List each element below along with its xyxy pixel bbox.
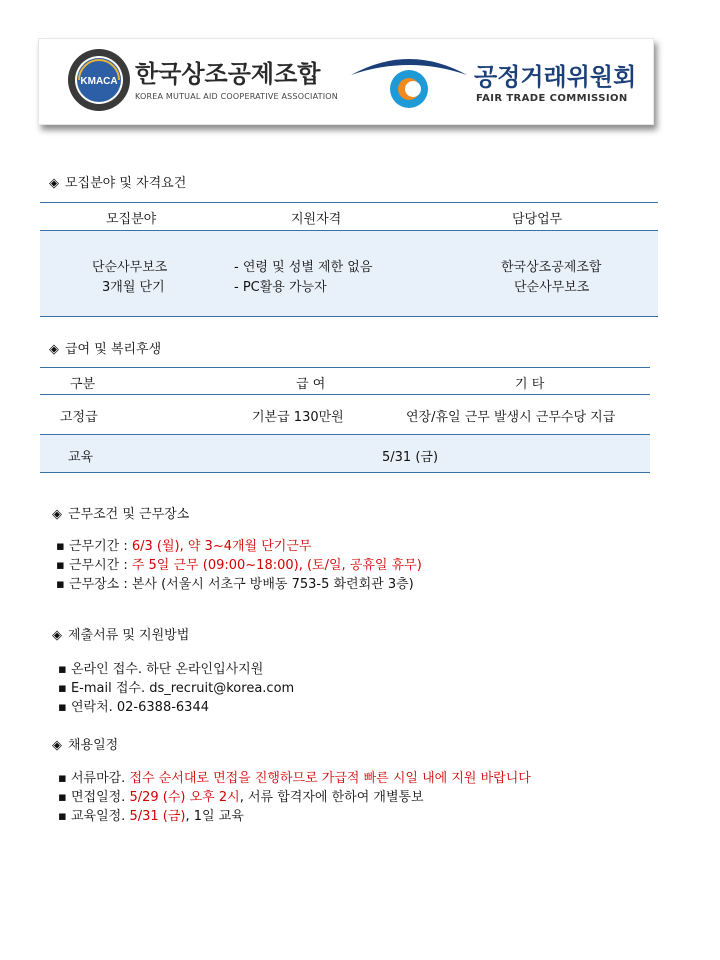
right-org-name: 공정거래위원회 [474, 63, 637, 91]
field-line-2: 3개월 단기 [102, 280, 165, 295]
bullet-icon: ▪ [58, 771, 71, 786]
section-work-title: ◈ 근무조건 및 근무장소 [52, 507, 190, 522]
fair-trade-logo-icon [347, 49, 472, 117]
diamond-icon: ◈ [52, 738, 62, 753]
bullet-icon: ▪ [56, 577, 69, 592]
right-org-english: FAIR TRADE COMMISSION [476, 93, 628, 104]
section-salary-title: ◈ 급여 및 복리후생 [49, 342, 162, 357]
work-hours: ▪ 근무시간 : 주 5일 근무 (09:00~18:00), (토/일, 공휴일 휴무) [56, 558, 422, 573]
salary-row2-value: 5/31 (금) [382, 450, 439, 465]
bullet-icon: ▪ [58, 700, 71, 715]
section-apply-title: ◈ 제출서류 및 지원방법 [52, 628, 190, 643]
diamond-icon: ◈ [52, 507, 62, 522]
bullet-icon: ▪ [58, 662, 71, 677]
salary-row1-pay: 기본급 130만원 [252, 410, 344, 425]
bullet-icon: ▪ [58, 681, 71, 696]
table1-body [40, 231, 658, 316]
kmaca-seal-icon [67, 47, 131, 113]
schedule-interview: ▪ 면접일정. 5/29 (수) 오후 2시, 서류 합격자에 한하여 개별통보 [58, 790, 424, 805]
table2-top-line [40, 367, 650, 368]
salary-row2-category: 교육 [68, 450, 94, 465]
table2-header-line [40, 394, 650, 395]
diamond-icon: ◈ [49, 176, 59, 191]
table2-bottom-line [40, 472, 650, 473]
diamond-icon: ◈ [49, 342, 59, 357]
header-qualification: 지원자격 [291, 212, 342, 227]
seal-text: KMACA [80, 76, 118, 87]
bullet-icon: ▪ [58, 809, 71, 824]
header-banner [38, 38, 654, 125]
schedule-deadline: ▪ 서류마감. 접수 순서대로 면접을 진행하므로 가급적 빠른 시일 내에 지원 바랍니다 [58, 771, 531, 786]
apply-contact: ▪ 연락처. 02-6388-6344 [58, 700, 209, 715]
salary-row1-category: 고정급 [60, 410, 98, 425]
salary-header-pay: 급 여 [296, 377, 326, 392]
work-period: ▪ 근무기간 : 6/3 (월), 약 3~4개월 단기근무 [56, 539, 312, 554]
apply-email: ▪ E-mail 접수. ds_recruit@korea.com [58, 681, 295, 696]
diamond-icon: ◈ [52, 628, 62, 643]
field-line-1: 단순사무보조 [92, 260, 168, 275]
salary-header-etc: 기 타 [515, 377, 545, 392]
work-place: ▪ 근무장소 : 본사 (서울시 서초구 방배동 753-5 화련회관 3층) [56, 577, 414, 592]
qualification-1: - 연령 및 성별 제한 없음 [234, 260, 373, 275]
bullet-icon: ▪ [56, 539, 69, 554]
bullet-icon: ▪ [58, 790, 71, 805]
schedule-education: ▪ 교육일정. 5/31 (금), 1일 교육 [58, 809, 244, 824]
left-org-name: 한국상조공제조합 [135, 60, 321, 88]
salary-row1-etc: 연장/휴일 근무 발생시 근무수당 지급 [406, 410, 616, 425]
left-org-english: KOREA MUTUAL AID COOPERATIVE ASSOCIATION [135, 92, 338, 101]
header-duty: 담당업무 [512, 212, 563, 227]
section-schedule-title: ◈ 채용일정 [52, 738, 119, 753]
duty-line-1: 한국상조공제조합 [501, 260, 602, 275]
bullet-icon: ▪ [56, 558, 69, 573]
qualification-2: - PC활용 가능자 [234, 280, 327, 295]
table1-bottom-line [40, 316, 658, 317]
salary-header-category: 구분 [70, 377, 96, 392]
duty-line-2: 단순사무보조 [514, 280, 590, 295]
header-field: 모집분야 [106, 212, 157, 227]
salary-row2 [40, 435, 650, 472]
section-recruitment-title: ◈ 모집분야 및 자격요건 [49, 176, 187, 191]
table1-top-line [40, 202, 658, 203]
apply-online: ▪ 온라인 접수. 하단 온라인입사지원 [58, 662, 264, 677]
